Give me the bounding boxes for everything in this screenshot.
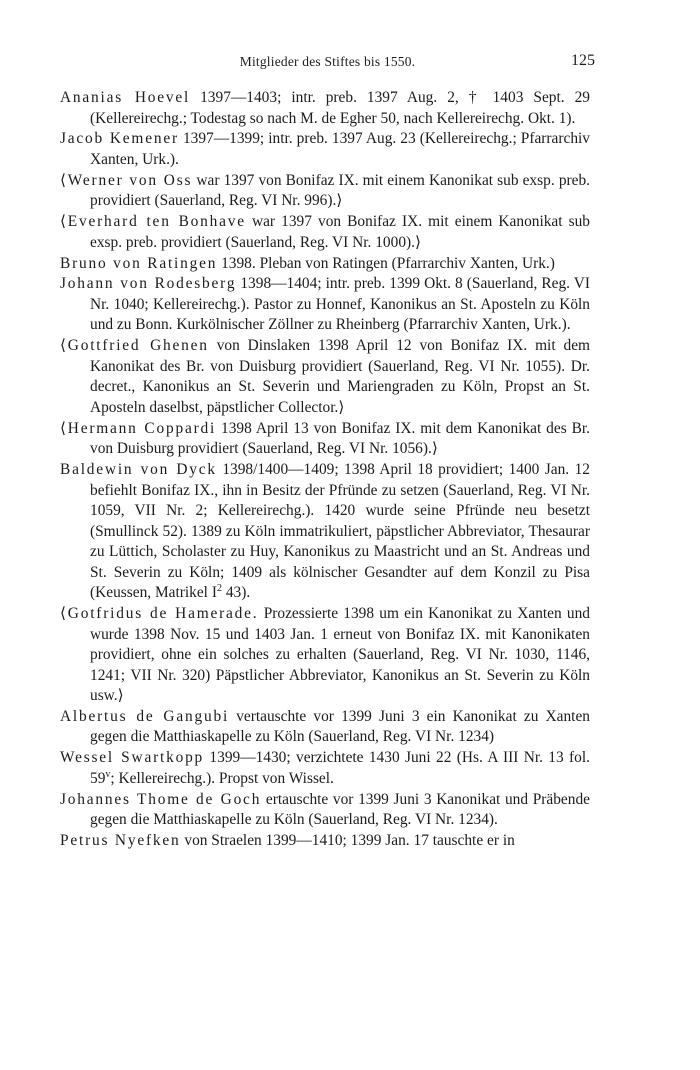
entry-list — [60, 88, 590, 852]
entry-name: Johann von Rodesberg — [60, 275, 237, 293]
list-item — [60, 254, 590, 275]
list-item — [60, 171, 590, 212]
entry-text: 1398/1400—1409; 1398 April 18 providiert; 1400 Jan. 12 befiehlt Bonifaz IX., ihn in Besitz der Pfründe zu setzen (Sauerland, Reg. VI Nr. 1059, VII Nr. 2; Kellereirechg.). 1420 wurde seine Pfründe neu besetzt (Smullinck 52). 1389 zu Köln immatrikuliert, päpstlicher Abbreviator, Thesaurar zu Lüttich, Scholaster zu Huy, Kanonikus zu Maastricht und an St. Andreas und St. Severin zu Köln; 1409 als kölnischer Gesandter auf dem Konzil zu Pisa (Keussen, Matrikel — [90, 461, 590, 602]
entry-name: ⟨Gottfried Ghenen — [60, 337, 209, 355]
superscript: v — [105, 768, 111, 780]
entry-text: Prozessierte 1398 um ein Kanonikat zu Xanten und wurde 1398 Nov. 15 und 1403 Jan. 1 erneut von Bonifaz IX. mit Kanonikaten providiert, ohne ein solches zu erhalten (Sauerland, Reg. VI Nr. 1030, 1146, 1241; VII Nr. 320) Päpstlicher Abbreviator, Kanonikus an St. Severin zu Köln usw.⟩ — [90, 605, 591, 705]
list-item — [60, 604, 590, 707]
entry-text-end: ; Kellereirechg.). Propst von Wissel. — [110, 769, 334, 787]
page-number: 125 — [571, 52, 595, 69]
entry-text: war 1397 von Bonifaz IX. mit einem Kanonikat sub exsp. preb. providiert (Sauerland, Reg. VI Nr. 996).⟩ — [90, 171, 591, 210]
entry-name: ⟨Werner von Oss — [60, 171, 193, 189]
entry-name: ⟨Hermann Coppardi — [60, 419, 217, 437]
list-item — [60, 419, 590, 460]
entry-text-end: 43). — [221, 584, 251, 602]
entry-name: Bruno von Ratingen — [60, 254, 218, 272]
list-item — [60, 460, 590, 604]
entry-name: ⟨Everhard ten Bonhave — [60, 213, 246, 231]
list-item — [60, 707, 590, 748]
list-item — [60, 790, 590, 831]
entry-name: Ananias Hoevel — [60, 89, 191, 106]
entry-name: Baldewin von Dyck — [60, 461, 217, 479]
entry-text: von Dinslaken 1398 April 12 von Bonifaz IX. mit dem Kanonikat des Br. von Duisburg providiert (Sauerland, Reg. VI Nr. 1055). Dr. decret., Kanonikus an St. Severin und Mariengraden zu Köln, Propst an St. Aposteln daselbst, päpstlicher Collector.⟩ — [90, 337, 590, 416]
entry-text: 1398—1404; intr. preb. 1399 Okt. 8 (Sauerland, Reg. VI Nr. 1040; Kellereirechg.). Pastor zu Honnef, Kanonikus an St. Aposteln zu Köln und zu Bonn. Kurkölnischer Zöllner zu Rheinberg (Pfarrarchiv Xanten, Urk.). — [90, 275, 590, 334]
volume-number: I — [211, 584, 217, 602]
entry-text: 1398. Pleban von Ratingen (Pfarrarchiv Xanten, Urk.) — [221, 254, 555, 272]
entry-text: vertauschte vor 1399 Juni 3 ein Kanonikat zu Xanten gegen die Matthiaskapelle zu Köln (Sauerland, Reg. VI Nr. 1234) — [90, 707, 590, 746]
list-item — [60, 831, 590, 852]
entry-text: von Straelen 1399—1410; 1399 Jan. 17 tauschte er in — [184, 832, 515, 850]
list-item — [60, 274, 590, 336]
entry-name: Jacob Kemener — [60, 130, 179, 148]
entry-text: 1397—1399; intr. preb. 1397 Aug. 23 (Kellereirechg.; Pfarrarchiv Xanten, Urk.). — [90, 130, 590, 168]
entry-name: Albertus de Gangubi — [60, 707, 230, 725]
list-item — [60, 129, 590, 170]
list-item — [60, 748, 590, 789]
list-item — [60, 212, 590, 253]
entry-text: 1397—1403; intr. preb. 1397 Aug. 2, † 1403 Sept. 29 (Kellereirechg.; Todestag so nach M. de Egher 50, nach Kellereirechg. Okt. 1). — [90, 89, 590, 127]
entry-text: 1399—1430; verzichtete 1430 Juni 22 (Hs. A III Nr. 13 fol. 59 — [90, 749, 590, 787]
entry-name: ⟨Gotfridus de Hamerade. — [60, 605, 259, 623]
superscript: 2 — [216, 583, 222, 594]
running-title: Mitglieder des Stiftes bis 1550. — [239, 54, 416, 69]
entry-text: ertauschte vor 1399 Juni 3 Kanonikat und Präbende gegen die Matthiaskapelle zu Köln (Sauerland, Reg. VI Nr. 1234). — [90, 790, 590, 829]
entry-text: 1398 April 13 von Bonifaz IX. mit dem Kanonikat des Br. von Duisburg providiert (Sauerland, Reg. VI Nr. 1056).⟩ — [90, 419, 590, 458]
entry-text: war 1397 von Bonifaz IX. mit einem Kanonikat sub exsp. preb. providiert (Sauerland, Reg. VI Nr. 1000).⟩ — [90, 213, 590, 251]
list-item — [60, 336, 590, 418]
entry-name: Johannes Thome de Goch — [60, 790, 262, 808]
entry-name: Petrus Nyefken — [60, 832, 181, 850]
entry-name: Wessel Swartkopp — [60, 749, 205, 767]
page-header — [60, 54, 595, 74]
list-item — [60, 88, 590, 129]
